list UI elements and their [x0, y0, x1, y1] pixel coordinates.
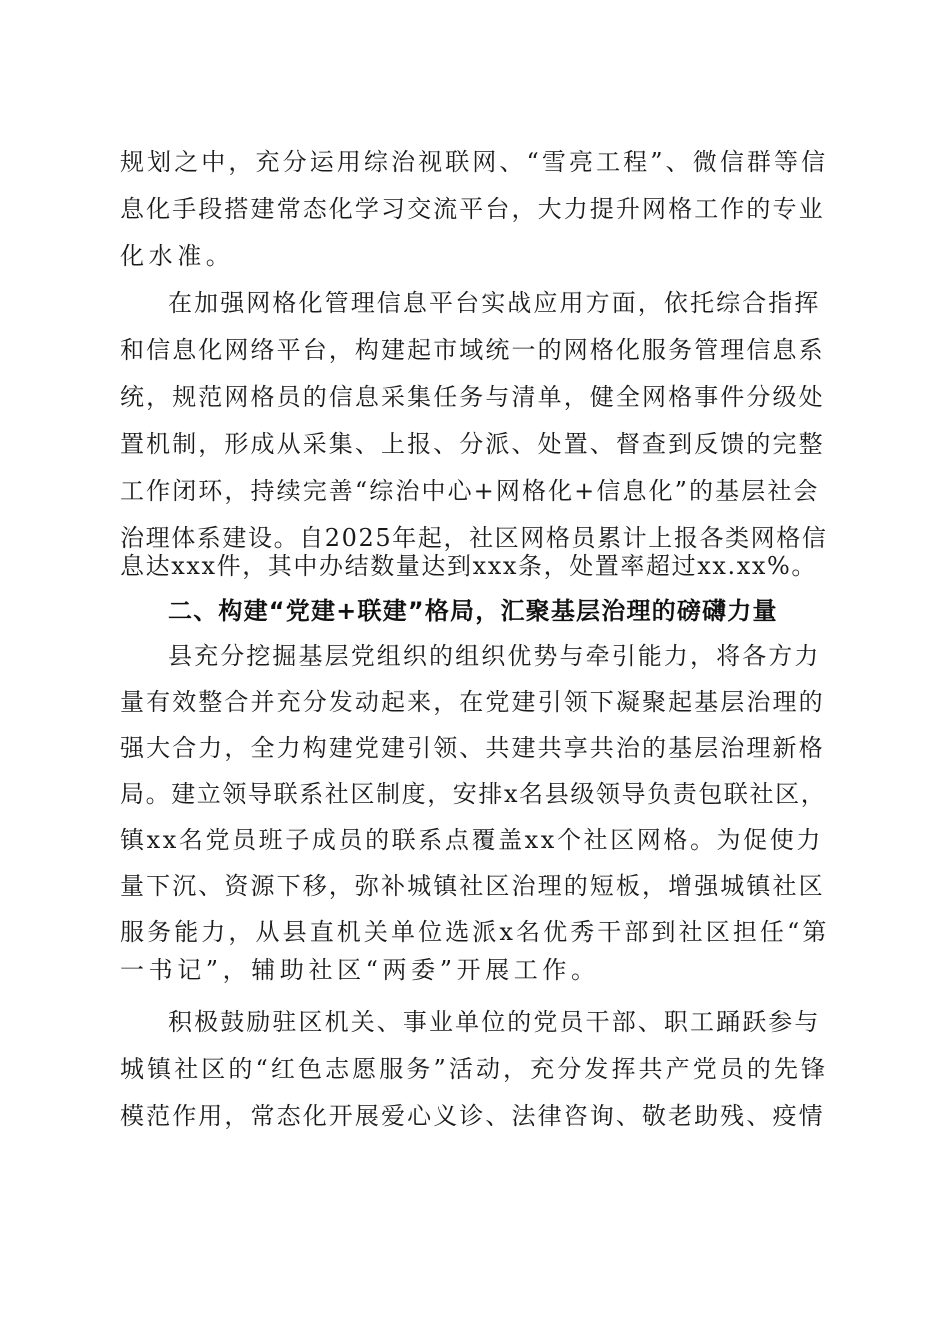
paragraph-3-line-1: 县充分挖掘基层党组织的组织优势与牵引能力，将各方力	[168, 642, 821, 670]
paragraph-2-line-7: 息达xxx件，其中办结数量达到xxx条，处置率超过xx.xx%。	[120, 552, 817, 580]
paragraph-4-line-2: 城镇社区的“红色志愿服务”活动，充分发挥共产党员的先锋	[120, 1055, 829, 1083]
paragraph-1-line-2: 息化手段搭建常态化学习交流平台，大力提升网格工作的专业	[120, 195, 825, 223]
paragraph-3-line-5: 镇xx名党员班子成员的联系点覆盖xx个社区网格。为促使力	[120, 826, 823, 854]
paragraph-2-line-6: 治理体系建设。自2025年起，社区网格员累计上报各类网格信	[120, 524, 828, 552]
paragraph-3-line-2: 量有效整合并充分发动起来，在党建引领下凝聚起基层治理的	[120, 688, 825, 716]
paragraph-3-line-7: 服务能力，从县直机关单位选派x名优秀干部到社区担任“第	[120, 918, 830, 946]
paragraph-1-line-3: 化水准。	[120, 242, 235, 270]
paragraph-3-line-8: 一书记”，辅助社区“两委”开展工作。	[120, 956, 600, 984]
paragraph-2-line-2: 和信息化网络平台，构建起市域统一的网格化服务管理信息系	[120, 336, 825, 364]
paragraph-1-line-1: 规划之中，充分运用综治视联网、“雪亮工程”、微信群等信	[120, 148, 829, 176]
paragraph-3-line-3: 强大合力，全力构建党建引领、共建共享共治的基层治理新格	[120, 734, 825, 762]
paragraph-2-line-5: 工作闭环，持续完善“综治中心+网格化+信息化”的基层社会	[120, 477, 820, 505]
paragraph-2-line-1: 在加强网格化管理信息平台实战应用方面，依托综合指挥	[168, 289, 821, 317]
paragraph-2-line-3: 统，规范网格员的信息采集任务与清单，健全网格事件分级处	[120, 383, 825, 411]
paragraph-2-line-4: 置机制，形成从采集、上报、分派、处置、督查到反馈的完整	[120, 430, 825, 458]
paragraph-4-line-3: 模范作用，常态化开展爱心义诊、法律咨询、敬老助残、疫情	[120, 1102, 825, 1130]
paragraph-3-line-4: 局。建立领导联系社区制度，安排x名县级领导负责包联社区，	[120, 780, 827, 808]
paragraph-3-line-6: 量下沉、资源下移，弥补城镇社区治理的短板，增强城镇社区	[120, 872, 825, 900]
section-heading: 二、构建“党建+联建”格局，汇聚基层治理的磅礴力量	[168, 597, 778, 625]
paragraph-4-line-1: 积极鼓励驻区机关、事业单位的党员干部、职工踊跃参与	[168, 1008, 821, 1036]
